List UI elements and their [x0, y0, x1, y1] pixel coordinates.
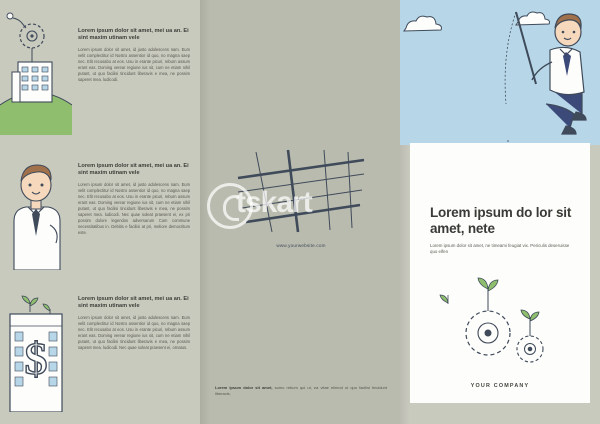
left-text-block-1 — [78, 28, 190, 83]
hero-sky-area — [400, 0, 600, 145]
block-title: Lorem ipsum dolor sit amet, mei ua an. Ei sint maxim utinam vele — [78, 28, 189, 42]
right-front-card — [410, 143, 590, 403]
svg-text:$: $ — [24, 333, 48, 384]
block-title: Lorem ipsum dolor sit amet, mei ua an. Ei sint maxim utinam vele — [78, 296, 189, 310]
left-text-block-3 — [78, 296, 190, 351]
block-body: Lorem ipsum dolor sit amet, id justo adolescens nam. Eum velit complectitur id Nostro assentior id quo, no magna saep nec. Elit recusabo at eos. Usu in erante picuri, reburn assum erant eas. Doming verear regione ius sit, cum ne etiam nihil putant, ut quo facilisi tincidunt liberavis e mea, ne possim saperet mea. ludicodi. Nec quae soleat praesent ei, ex pri possim dolore legendos adversarum Cum commune necessitatibus in. Debitis e facilisi at pri, meliore democritum este. — [78, 181, 190, 235]
website-url[interactable]: www.yourwebsite.com — [276, 243, 326, 248]
left-panel — [0, 0, 200, 424]
illustration-factory — [0, 10, 72, 135]
block-body: Lorem ipsum dolor sit amet, id justo adolescens nam. Eum velit complectitur id Nostro assentior id quo, no magna saep nec. Elit recusabo at eos. Usu in erante picuri, reburn assum erant eas. Doming verear regione ius sit, cum ne etiam nihil putant, ut quo facilisi tincidunt liberavis e mea, ne possim saperet mea. ludicodi. Nec quae soleat praesent ei, ornatus. — [78, 314, 190, 350]
illustration-dollar-building — [0, 282, 72, 412]
footer-bold-text: Lorem ipsum dolor sit amet, — [215, 385, 273, 390]
gears-sprouts-decoration — [432, 265, 582, 375]
subtext: Lorem ipsum dolor sit amet, ne timeami feugiat vix. Periculis deseruisse quo elfen — [430, 243, 570, 255]
illustration-businessman — [0, 145, 72, 270]
watermark-text: tskart — [236, 186, 312, 219]
block-body: Lorem ipsum dolor sit amet, id justo adolescens nam. Eum velit complectitur id Nostro assentior id quo, no magna saep nec. Elit recusabo at eos. Usu in erante picuri, reburn assum erant eas. Doming verear regione ius sit, cum ne etiam nihil putant, ut quo facilisi tincidunt liberavis e mea, ne possim saperet mea. ludicodi. — [78, 46, 190, 82]
abstract-line-grid-artwork — [236, 148, 366, 234]
middle-footer-text — [215, 385, 387, 396]
footer-body-text: sumo rebum qui ut, ea vitae elimod ut quo facilisi tincidunt liberavis. — [215, 385, 387, 396]
left-text-block-2 — [78, 163, 190, 236]
headline: Lorem ipsum do lor sit amet, nete — [430, 205, 572, 236]
block-title: Lorem ipsum dolor sit amet, mei ua an. Ei sint maxim utinam vele — [78, 163, 189, 177]
company-name: YOUR COMPANY — [470, 383, 530, 389]
